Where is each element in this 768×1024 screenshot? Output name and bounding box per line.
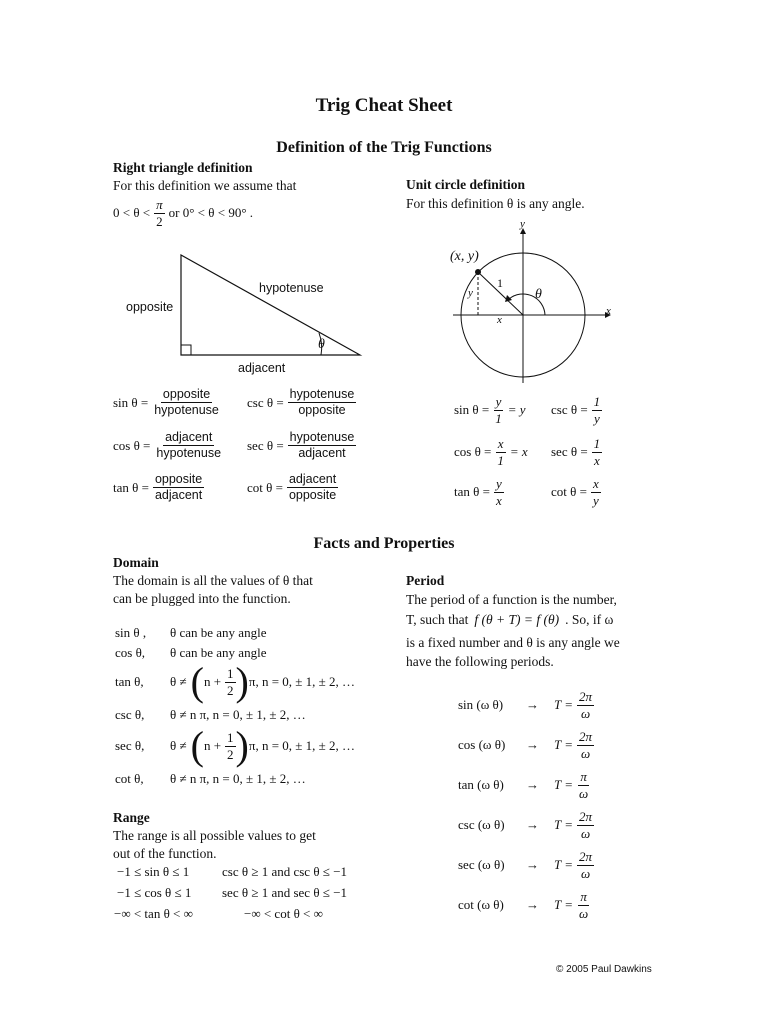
def-cot: cot θ = $\frac{\text{adjacent}}{\text{opposite}}$ <box>247 472 337 503</box>
uc-def-sec: sec θ = $\frac{1}{x}$ <box>551 436 601 468</box>
period-row-cot: cot (ω θ) → T = $\frac{\pi}{\omega}$ <box>458 889 589 921</box>
period-heading: Period <box>406 573 445 588</box>
unit-theta-label: θ <box>535 287 542 302</box>
right-triangle-heading: Right triangle definition <box>113 160 253 175</box>
uc-def-cos: cos θ = $\frac{x}{1}$ = x <box>454 436 528 468</box>
opposite-label: opposite <box>126 300 174 314</box>
range-csc: csc θ ≥ 1 and csc θ ≤ −1 <box>222 864 348 879</box>
domain-line2: can be plugged into the function. <box>113 591 291 606</box>
domain-row-csc: csc θ, θ ≠ n π, n = 0, ± 1, ± 2, … <box>115 707 306 722</box>
arc-arrow <box>505 295 512 302</box>
point-label: (x, y) <box>450 249 479 264</box>
def-csc: csc θ = $\frac{\text{hypotenuse}}{\text{opposite}}$ <box>247 387 355 418</box>
range-line2: out of the function. <box>113 846 217 861</box>
period-row-cos: cos (ω θ) → T = $\frac{2\pi}{\omega}$ <box>458 729 593 761</box>
section-heading-definitions: Definition of the Trig Functions <box>276 139 492 156</box>
page-title: Trig Cheat Sheet <box>315 95 453 116</box>
period-row-csc: csc (ω θ) → T = $\frac{2\pi}{\omega}$ <box>458 809 593 841</box>
def-sin: sin θ = $\frac{\text{opposite}}{\text{hypotenuse}}$ <box>113 387 219 418</box>
unit-circle-heading: Unit circle definition <box>406 177 525 192</box>
domain-row-sec: sec θ, θ ≠ ( n + $\frac{1}{2}$ ) π, n = 0, ± 1, ± 2, … <box>115 723 356 768</box>
range-sin: −1 ≤ sin θ ≤ 1 <box>117 864 190 879</box>
angle-condition <box>113 198 253 228</box>
domain-row-tan: tan θ, θ ≠ ( n + $\frac{1}{2}$ ) π, n = 0, ± 1, ± 2, … <box>115 659 356 704</box>
range-cos: −1 ≤ cos θ ≤ 1 <box>117 885 192 900</box>
def-tan: tan θ = $\frac{\text{opposite}}{\text{adjacent}}$ <box>113 472 203 503</box>
pi-over-two: $\frac{\pi}{2}$ <box>156 197 163 229</box>
uc-def-csc: csc θ = $\frac{1}{y}$ <box>551 394 601 426</box>
def-sec: sec θ = $\frac{\text{hypotenuse}}{\text{adjacent}}$ <box>247 430 355 461</box>
range-tan: −∞ < tan θ < ∞ <box>114 906 193 921</box>
x-segment-label: x <box>497 314 502 326</box>
uc-def-cot: cot θ = $\frac{x}{y}$ <box>551 476 599 508</box>
period-row-sec: sec (ω θ) → T = $\frac{2\pi}{\omega}$ <box>458 849 593 881</box>
period-line1: The period of a function is the number, <box>406 592 617 607</box>
y-axis-label: y <box>520 218 525 230</box>
domain-row-cos: cos θ, θ can be any angle <box>115 645 267 660</box>
copyright-footer: © 2005 Paul Dawkins <box>556 964 652 975</box>
condition-right: or 0° < θ < 90° . <box>168 205 254 221</box>
period-row-sin: sin (ω θ) → T = $\frac{2\pi}{\omega}$ <box>458 689 593 721</box>
period-line3: is a fixed number and θ is any angle we <box>406 635 620 650</box>
period-line2: T, such that f (θ + T) = f (θ) . So, if ω <box>406 612 614 627</box>
adjacent-label: adjacent <box>238 361 286 375</box>
period-row-tan: tan (ω θ) → T = $\frac{\pi}{\omega}$ <box>458 769 589 801</box>
def-cos: cos θ = $\frac{\text{adjacent}}{\text{hypotenuse}}$ <box>113 430 222 461</box>
range-line1: The range is all possible values to get <box>113 828 316 843</box>
uc-def-tan: tan θ = $\frac{y}{x}$ <box>454 476 502 508</box>
unit-circle-diagram <box>445 220 620 390</box>
domain-row-sin: sin θ , θ can be any angle <box>115 625 267 640</box>
unit-circle-intro: For this definition θ is any angle. <box>406 196 585 211</box>
theta-label: θ <box>318 337 325 352</box>
right-triangle-intro: For this definition we assume that <box>113 178 297 193</box>
point <box>475 269 481 275</box>
domain-row-cot: cot θ, θ ≠ n π, n = 0, ± 1, ± 2, … <box>115 771 306 786</box>
period-line4: have the following periods. <box>406 654 554 669</box>
y-segment-label: y <box>468 287 473 299</box>
range-heading: Range <box>113 810 150 825</box>
radius-label: 1 <box>497 276 503 290</box>
range-cot: −∞ < cot θ < ∞ <box>244 906 323 921</box>
uc-def-sin: sin θ = $\frac{y}{1}$ = y <box>454 394 526 426</box>
domain-line1: The domain is all the values of θ that <box>113 573 313 588</box>
x-axis-label: x <box>606 305 611 317</box>
domain-heading: Domain <box>113 555 159 570</box>
section-heading-facts: Facts and Properties <box>313 535 455 552</box>
right-angle-mark <box>181 345 191 355</box>
range-sec: sec θ ≥ 1 and sec θ ≤ −1 <box>222 885 348 900</box>
hypotenuse-label: hypotenuse <box>259 281 324 295</box>
condition-left: 0 < θ < <box>113 205 151 221</box>
triangle-shape <box>181 255 360 355</box>
